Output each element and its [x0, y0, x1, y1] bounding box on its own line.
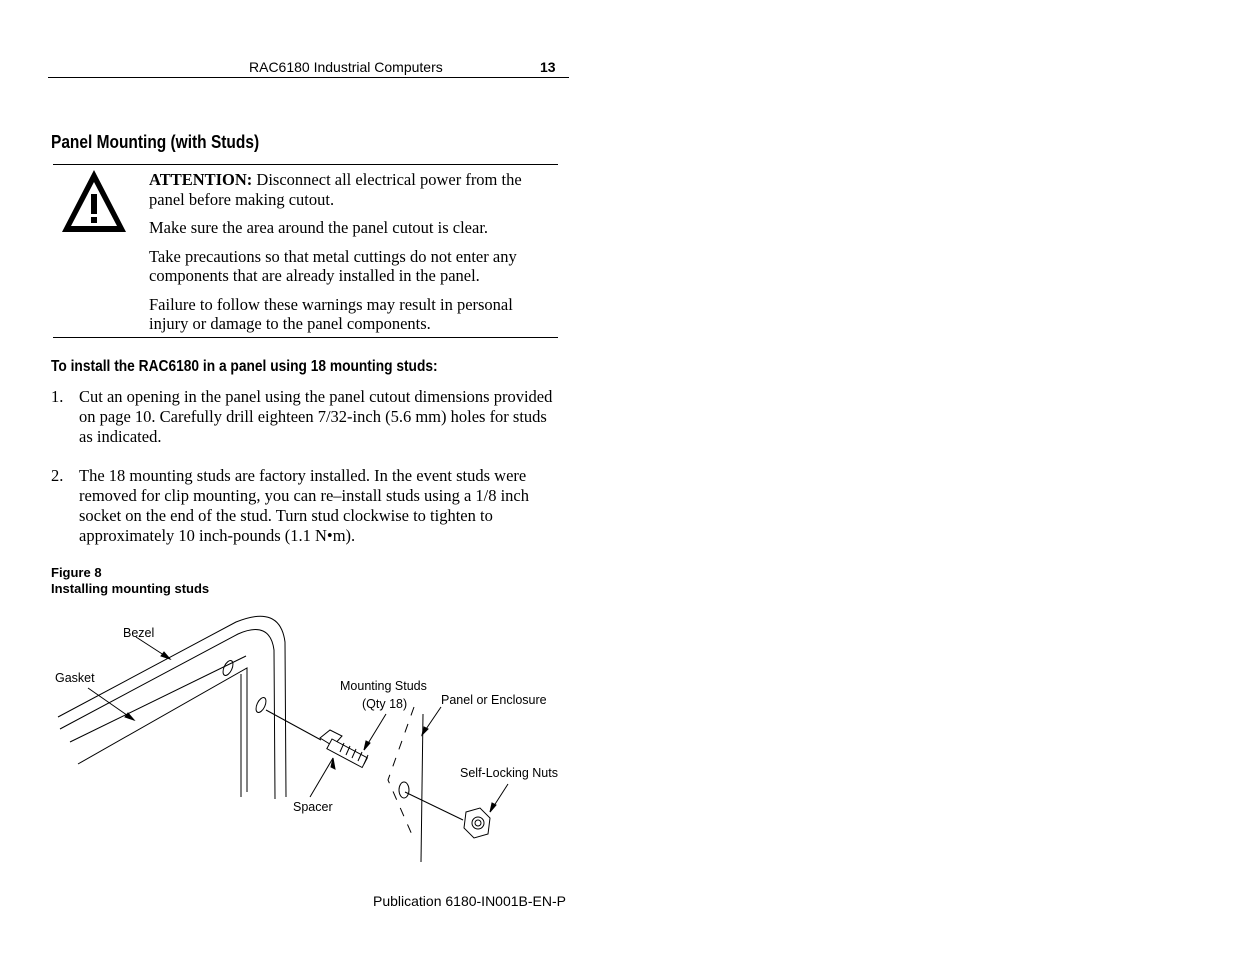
attention-paragraph: Failure to follow these warnings may result in personal injury or damage to the panel components.	[149, 294, 513, 333]
attention-top-rule	[53, 164, 558, 165]
attention-lead: ATTENTION:	[149, 170, 253, 189]
bezel-inner-edge	[60, 630, 275, 799]
callout-quantity: (Qty 18)	[362, 697, 408, 711]
callout-bezel: Bezel	[123, 626, 155, 640]
mounting-stud	[320, 730, 368, 767]
callout-panel: Panel or Enclosure	[441, 693, 547, 707]
step-number: 2.	[51, 466, 64, 485]
attention-paragraph	[149, 170, 554, 209]
procedure-title: To install the RAC6180 in a panel using 18 mounting studs:	[51, 358, 438, 375]
step-text: Cut an opening in the panel using the panel cutout dimensions provided on page 10. Carefully drill eighteen 7/32-inch (5.6 mm) holes for studs as indicated.	[79, 387, 553, 446]
warning-triangle-icon	[60, 168, 128, 234]
section-title: Panel Mounting (with Studs)	[51, 132, 260, 152]
attention-message	[149, 170, 554, 343]
step-number: 1.	[51, 387, 64, 406]
panel-cutout-edge	[388, 707, 414, 837]
procedure-step	[51, 466, 556, 546]
step-text: The 18 mounting studs are factory installed. In the event studs were removed for clip mounting, you can re–install studs using a 1/8 inch socket on the end of the stud. Turn stud clockwise to tighten to approximately 10 inch-pounds (1.1 N•m).	[79, 466, 530, 545]
attention-first-text: Disconnect all electrical power from the panel before making cutout.	[149, 170, 522, 209]
bezel-outline	[58, 616, 286, 797]
leader-line	[310, 758, 333, 797]
bezel-hole	[221, 659, 235, 677]
header-rule	[48, 77, 569, 78]
callout-gasket: Gasket	[55, 671, 95, 685]
mounting-studs-illustration	[48, 612, 578, 872]
callout-nuts: Self-Locking Nuts	[460, 766, 558, 780]
bezel-hole	[254, 696, 268, 714]
bezel-opening-edge	[78, 668, 247, 792]
publication-number: Publication 6180-IN001B-EN-P	[373, 893, 566, 909]
panel-hole	[399, 782, 409, 798]
attention-paragraph: Make sure the area around the panel cutout is clear.	[149, 218, 489, 237]
running-header-title: RAC6180 Industrial Computers	[249, 59, 443, 75]
nut-axis-line	[405, 792, 463, 820]
attention-bottom-rule	[53, 337, 558, 338]
callout-spacer: Spacer	[293, 800, 333, 814]
page-number: 13	[540, 59, 556, 75]
self-locking-nut	[464, 808, 490, 838]
procedure-step	[51, 387, 556, 447]
gasket-edge	[70, 656, 246, 742]
callout-mounting-studs: Mounting Studs	[340, 679, 427, 693]
figure-number: Figure 8	[51, 565, 102, 580]
figure-caption: Installing mounting studs	[51, 581, 210, 596]
attention-paragraph: Take precautions so that metal cuttings do not enter any components that are already installed in the panel.	[149, 246, 517, 285]
figure-label	[51, 565, 209, 597]
